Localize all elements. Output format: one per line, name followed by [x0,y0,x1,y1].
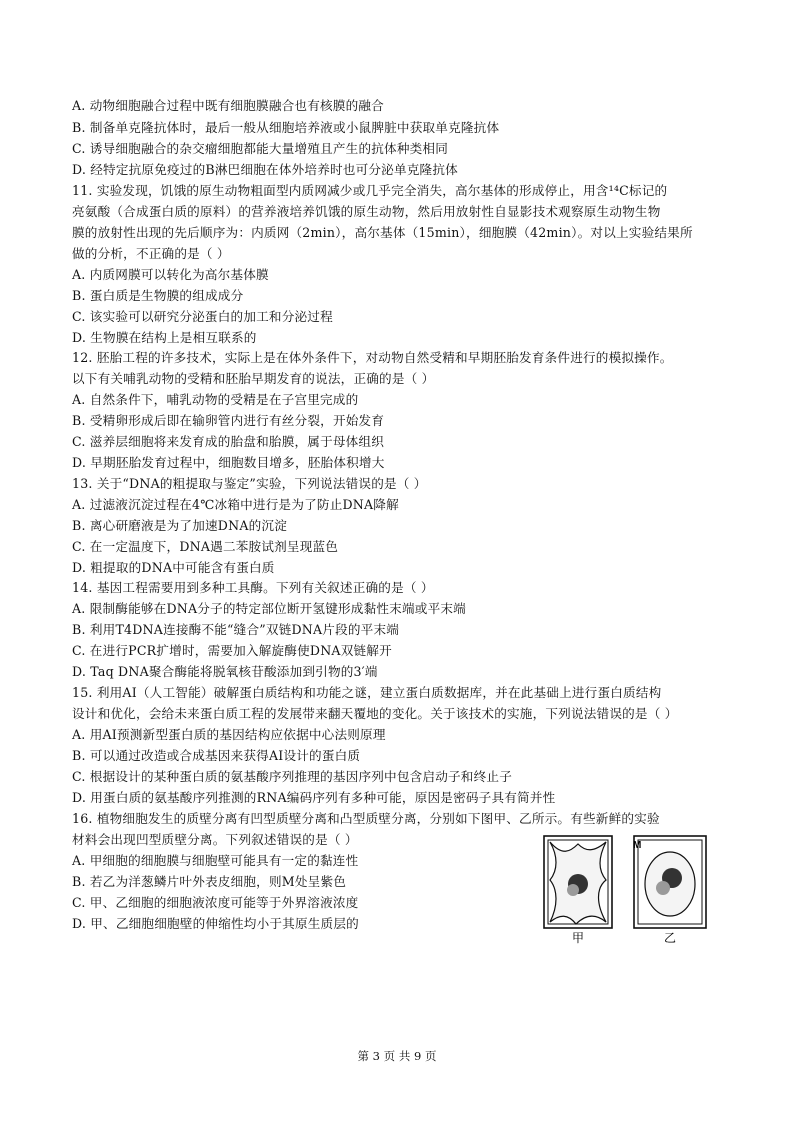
text-line: D. 粗提取的DNA中可能含有蛋白质 [72,560,275,575]
text-line: 做的分析，不正确的是（ ） [72,246,230,261]
figure-label-yi: 乙 [664,931,677,944]
question-15-line: 15. 利用AI（人工智能）破解蛋白质结构和功能之谜，建立蛋白质数据库，并在此基础上进行蛋白质结构 [72,685,662,700]
text-line: 亮氨酸（合成蛋白质的原料）的营养液培养饥饿的原生动物，然后用放射性自显影技术观察原生动物生物 [72,204,661,219]
text-line: C. 滋养层细胞将来发育成的胎盘和胎膜，属于母体组织 [72,434,385,449]
question-11-line: 11. 实验发现，饥饿的原生动物粗面型内质网减少或几乎完全消失，高尔基体的形成停止，用含¹⁴C标记的 [72,183,668,198]
text-line: D. 早期胚胎发育过程中，细胞数目增多，胚胎体积增大 [72,455,385,470]
text-line: D. 生物膜在结构上是相互联系的 [72,330,257,345]
text-line: B. 利用T4DNA连接酶不能“缝合”双链DNA片段的平末端 [72,622,400,637]
text-line: C. 诱导细胞融合的杂交瘤细胞都能大量增殖且产生的抗体种类相同 [72,141,449,156]
cell-jia [544,836,612,928]
text-line: B. 制备单克隆抗体时，最后一般从细胞培养液或小鼠脾脏中获取单克隆抗体 [72,120,500,135]
text-line: B. 受精卵形成后即在输卵管内进行有丝分裂，开始发育 [72,413,385,428]
text-line: D. 用蛋白质的氨基酸序列推测的RNA编码序列有多种可能，原因是密码子具有简并性 [72,790,556,805]
text-line: D. Taq DNA聚合酶能将脱氧核苷酸添加到引物的3′端 [72,664,378,679]
question-14-line: 14. 基因工程需要用到多种工具酶。下列有关叙述正确的是（ ） [72,580,434,595]
text-line: A. 甲细胞的细胞膜与细胞壁可能具有一定的黏连性 [72,853,359,868]
text-line: B. 离心研磨液是为了加速DNA的沉淀 [72,518,287,533]
text-line: B. 若乙为洋葱鳞片叶外表皮细胞，则M处呈紫色 [72,874,347,889]
text-line: C. 在进行PCR扩增时，需要加入解旋酶使DNA双链解开 [72,643,392,658]
plasmolysis-figure [540,834,710,944]
text-line: D. 经特定抗原免疫过的B淋巴细胞在体外培养时也可分泌单克隆抗体 [72,162,458,177]
text-line: A. 内质网膜可以转化为高尔基体膜 [72,267,269,282]
cell-yi [634,836,706,928]
text-line: C. 甲、乙细胞的细胞液浓度可能等于外界溶液浓度 [72,895,359,910]
page-number: 第 3 页 共 9 页 [357,1049,437,1063]
text-line: C. 该实验可以研究分泌蛋白的加工和分泌过程 [72,309,333,324]
text-line: 以下有关哺乳动物的受精和胚胎早期发育的说法，正确的是（ ） [72,371,435,386]
text-line: A. 用AI预测新型蛋白质的基因结构应依据中心法则原理 [72,727,386,742]
figure-marker-m: M [633,840,642,851]
text-line: C. 在一定温度下，DNA遇二苯胺试剂呈现蓝色 [72,539,339,554]
text-line: D. 甲、乙细胞细胞壁的伸缩性均小于其原生质层的 [72,916,359,931]
question-12-line: 12. 胚胎工程的许多技术，实际上是在体外条件下，对动物自然受精和早期胚胎发育条件进行的模拟操作。 [72,350,673,365]
figure-label-jia: 甲 [572,931,585,944]
text-line: A. 限制酶能够在DNA分子的特定部位断开氢键形成黏性末端或平末端 [72,601,466,616]
text-line: B. 蛋白质是生物膜的组成成分 [72,288,244,303]
text-line: A. 过滤液沉淀过程在4℃冰箱中进行是为了防止DNA降解 [72,497,399,512]
question-13-line: 13. 关于“DNA的粗提取与鉴定”实验，下列说法错误的是（ ） [72,476,427,491]
text-line: 设计和优化，会给未来蛋白质工程的发展带来翻天覆地的变化。关于该技术的实施，下列说法错误的是（ ） [72,706,678,721]
text-line: 材料会出现凹型质壁分离。下列叙述错误的是（ ） [72,832,358,847]
text-line: C. 根据设计的某种蛋白质的氨基酸序列推理的基因序列中包含启动子和终止子 [72,769,512,784]
question-16-line: 16. 植物细胞发生的质壁分离有凹型质壁分离和凸型质壁分离，分别如下图甲、乙所示。有些新鲜的实验 [72,811,660,826]
text-line: 膜的放射性出现的先后顺序为：内质网（2min），高尔基体（15min），细胞膜（42min）。对以上实验结果所 [72,225,693,240]
text-line: B. 可以通过改造或合成基因来获得AI设计的蛋白质 [72,748,361,763]
text-line: A. 自然条件下，哺乳动物的受精是在子宫里完成的 [72,392,359,407]
text-line: A. 动物细胞融合过程中既有细胞膜融合也有核膜的融合 [72,98,384,113]
